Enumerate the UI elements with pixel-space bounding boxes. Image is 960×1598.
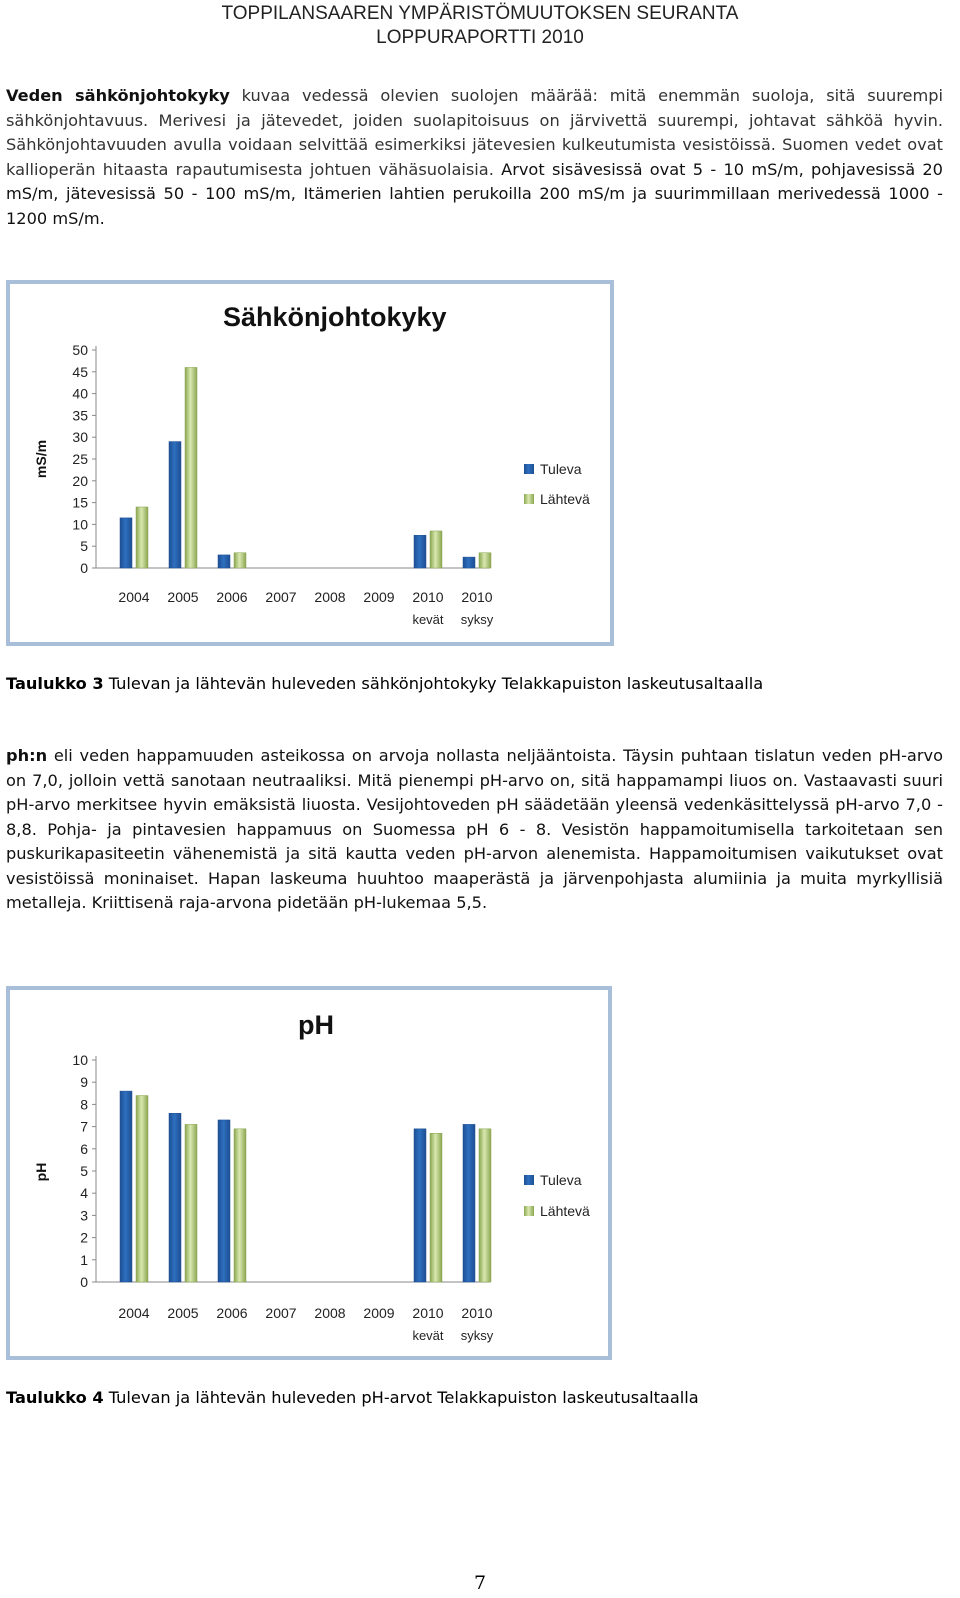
bar-tuleva — [218, 555, 230, 568]
y-tick-label: 5 — [80, 538, 88, 555]
legend-swatch-tuleva — [524, 1175, 534, 1185]
x-tick-label: 2007 — [265, 1305, 297, 1321]
y-tick-label: 2 — [80, 1229, 88, 1246]
chart-title: pH — [298, 1010, 334, 1040]
header-line-1: TOPPILANSAAREN YMPÄRISTÖMUUTOKSEN SEURANTA — [221, 3, 739, 24]
x-tick-label: 2006 — [216, 589, 248, 605]
bar-lahteva — [430, 1133, 442, 1282]
x-tick-label: 2008 — [314, 1305, 346, 1321]
x-tick-label: 2004 — [118, 1305, 150, 1321]
x-tick-label: 2008 — [314, 589, 346, 605]
y-tick-label: 10 — [72, 1052, 88, 1068]
conductivity-term: Veden sähkönjohtokyky — [6, 86, 230, 105]
y-tick-label: 3 — [80, 1207, 88, 1224]
y-tick-label: 25 — [72, 451, 88, 467]
chart-title: Sähkönjohtokyky — [223, 302, 447, 332]
conductivity-text-b: Arvot sisävesissä ovat 5 - 10 mS/m, pohjavesissä 20 mS/m, jätevesissä 50 - 100 mS/m, Itämerien lahtien perukoilla 200 mS/m ja suurimmillaan merivedessä 1000 - 1200 mS/m. — [6, 159, 943, 228]
x-tick-sublabel: syksy — [460, 612, 494, 627]
legend-label-tuleva: Tuleva — [540, 461, 582, 477]
x-tick-label: 2010 — [461, 1305, 493, 1321]
y-tick-label: 5 — [80, 1163, 88, 1179]
x-tick-label: 2009 — [363, 1305, 395, 1321]
bar-tuleva — [120, 1091, 132, 1282]
ph-term: ph:n — [6, 746, 48, 765]
y-tick-label: 50 — [72, 342, 88, 358]
bar-lahteva — [234, 1129, 246, 1282]
legend-swatch-lahteva — [524, 494, 534, 504]
bar-lahteva — [136, 1096, 148, 1282]
bar-lahteva — [136, 507, 148, 568]
table-3-text: Tulevan ja lähtevän huleveden sähkönjohtokyky Telakkapuiston laskeutusaltaalla — [103, 674, 764, 693]
x-tick-label: 2010 — [412, 589, 444, 605]
y-tick-label: 20 — [72, 472, 88, 489]
y-tick-label: 30 — [72, 429, 88, 446]
legend-label-lahteva: Lähtevä — [540, 1203, 590, 1219]
bar-lahteva — [185, 1124, 197, 1282]
y-tick-label: 4 — [80, 1185, 88, 1202]
ph-text: eli veden happamuuden asteikossa on arvoja nollasta neljääntoista. Täysin puhtaan tislatun veden pH-arvo on 7,0, jolloin vettä sanotaan neutraaliksi. Mitä pienempi pH-arvo on, sitä happamampi liuos on. Vastaavasti suuri pH-arvo merkitsee hyvin emäksistä liuosta. Vesijohtoveden pH säädetään yleensä vedenkäsittelyssä pH-arvo 7,0 - 8,8. Pohja- ja pintavesien happamuus on Suomessa pH 6 - 8. Vesistön happamoitumisella tarkoitetaan sen puskurikapasiteetin vähenemistä ja sitä kautta veden pH-arvon alenemista. Happamoitumisen vaikutukset ovat vesistöissä moninaiset. Hapan laskeuma huuhtoo maaperästä ja järvenpohjasta alumiinia ja muita myrkyllisiä metalleja. Kriittisenä raja-arvona pidetään pH-lukemaa 5,5. — [6, 746, 943, 912]
x-tick-sublabel: syksy — [460, 1328, 494, 1343]
y-tick-label: 0 — [80, 560, 88, 576]
y-tick-label: 7 — [80, 1118, 88, 1135]
legend-label-tuleva: Tuleva — [540, 1172, 582, 1188]
x-tick-label: 2009 — [363, 589, 395, 605]
y-tick-label: 1 — [80, 1251, 88, 1268]
y-tick-label: 0 — [80, 1274, 88, 1290]
header-line-2: LOPPURAPORTTI 2010 — [376, 27, 584, 48]
bar-lahteva — [479, 553, 491, 568]
bar-tuleva — [463, 557, 475, 568]
x-tick-label: 2010 — [412, 1305, 444, 1321]
conductivity-text-a: kuvaa vedessä olevien suolojen määrää: mitä enemmän suoloja, sitä suurempi sähkönjohtavuus. Merivesi ja jätevedet, joiden suolapitoisuus on järvivettä suurempi, johtavat sähköä hyvin. Sähkönjohtavuuden avulla voidaan selvittää esimerkiksi jätevesien kulkeutumista vesistöissä. Suomen vedet ovat kallioperän hitaasta rapautumisesta johtuen vähäsuolaisia. — [6, 86, 944, 179]
conductivity-chart-svg — [10, 284, 610, 642]
bar-lahteva — [430, 531, 442, 568]
x-tick-label: 2005 — [167, 1305, 199, 1321]
table-3-label: Taulukko 3 — [6, 674, 104, 693]
x-tick-label: 2004 — [118, 589, 150, 605]
x-tick-label: 2010 — [461, 589, 493, 605]
x-tick-label: 2007 — [265, 589, 297, 605]
x-tick-sublabel: kevät — [412, 1328, 444, 1343]
ph-chart — [6, 986, 612, 1360]
y-tick-label: 40 — [72, 385, 88, 402]
x-tick-label: 2006 — [216, 1305, 248, 1321]
y-tick-label: 9 — [80, 1074, 88, 1091]
conductivity-chart — [6, 280, 614, 646]
page-header — [0, 2, 960, 50]
table-4-label: Taulukko 4 — [6, 1388, 104, 1407]
y-tick-label: 6 — [80, 1140, 88, 1157]
y-tick-label: 10 — [72, 516, 88, 533]
y-tick-label: 8 — [80, 1096, 88, 1113]
legend-swatch-tuleva — [524, 464, 534, 474]
ph-chart-svg — [10, 990, 608, 1356]
bar-tuleva — [218, 1120, 230, 1282]
bar-tuleva — [414, 1129, 426, 1282]
bar-tuleva — [120, 518, 132, 568]
bar-lahteva — [185, 367, 197, 568]
bar-lahteva — [234, 553, 246, 568]
bar-tuleva — [463, 1124, 475, 1282]
table-4-caption — [6, 1386, 943, 1411]
table-3-caption — [6, 672, 943, 697]
y-tick-label: 15 — [72, 494, 88, 511]
bar-tuleva — [414, 535, 426, 568]
ph-paragraph — [6, 744, 943, 916]
y-tick-label: 35 — [72, 407, 88, 424]
y-tick-label: 45 — [72, 363, 88, 380]
x-tick-sublabel: kevät — [412, 612, 444, 627]
conductivity-paragraph — [6, 84, 943, 231]
legend-label-lahteva: Lähtevä — [540, 491, 590, 507]
x-tick-label: 2005 — [167, 589, 199, 605]
y-axis-label: pH — [33, 1162, 49, 1182]
bar-tuleva — [169, 442, 181, 568]
table-4-text: Tulevan ja lähtevän huleveden pH-arvot Telakkapuiston laskeutusaltaalla — [103, 1388, 699, 1407]
bar-lahteva — [479, 1129, 491, 1282]
bar-tuleva — [169, 1113, 181, 1282]
legend-swatch-lahteva — [524, 1206, 534, 1216]
page-number: 7 — [473, 1572, 487, 1594]
y-axis-label: mS/m — [33, 439, 49, 479]
